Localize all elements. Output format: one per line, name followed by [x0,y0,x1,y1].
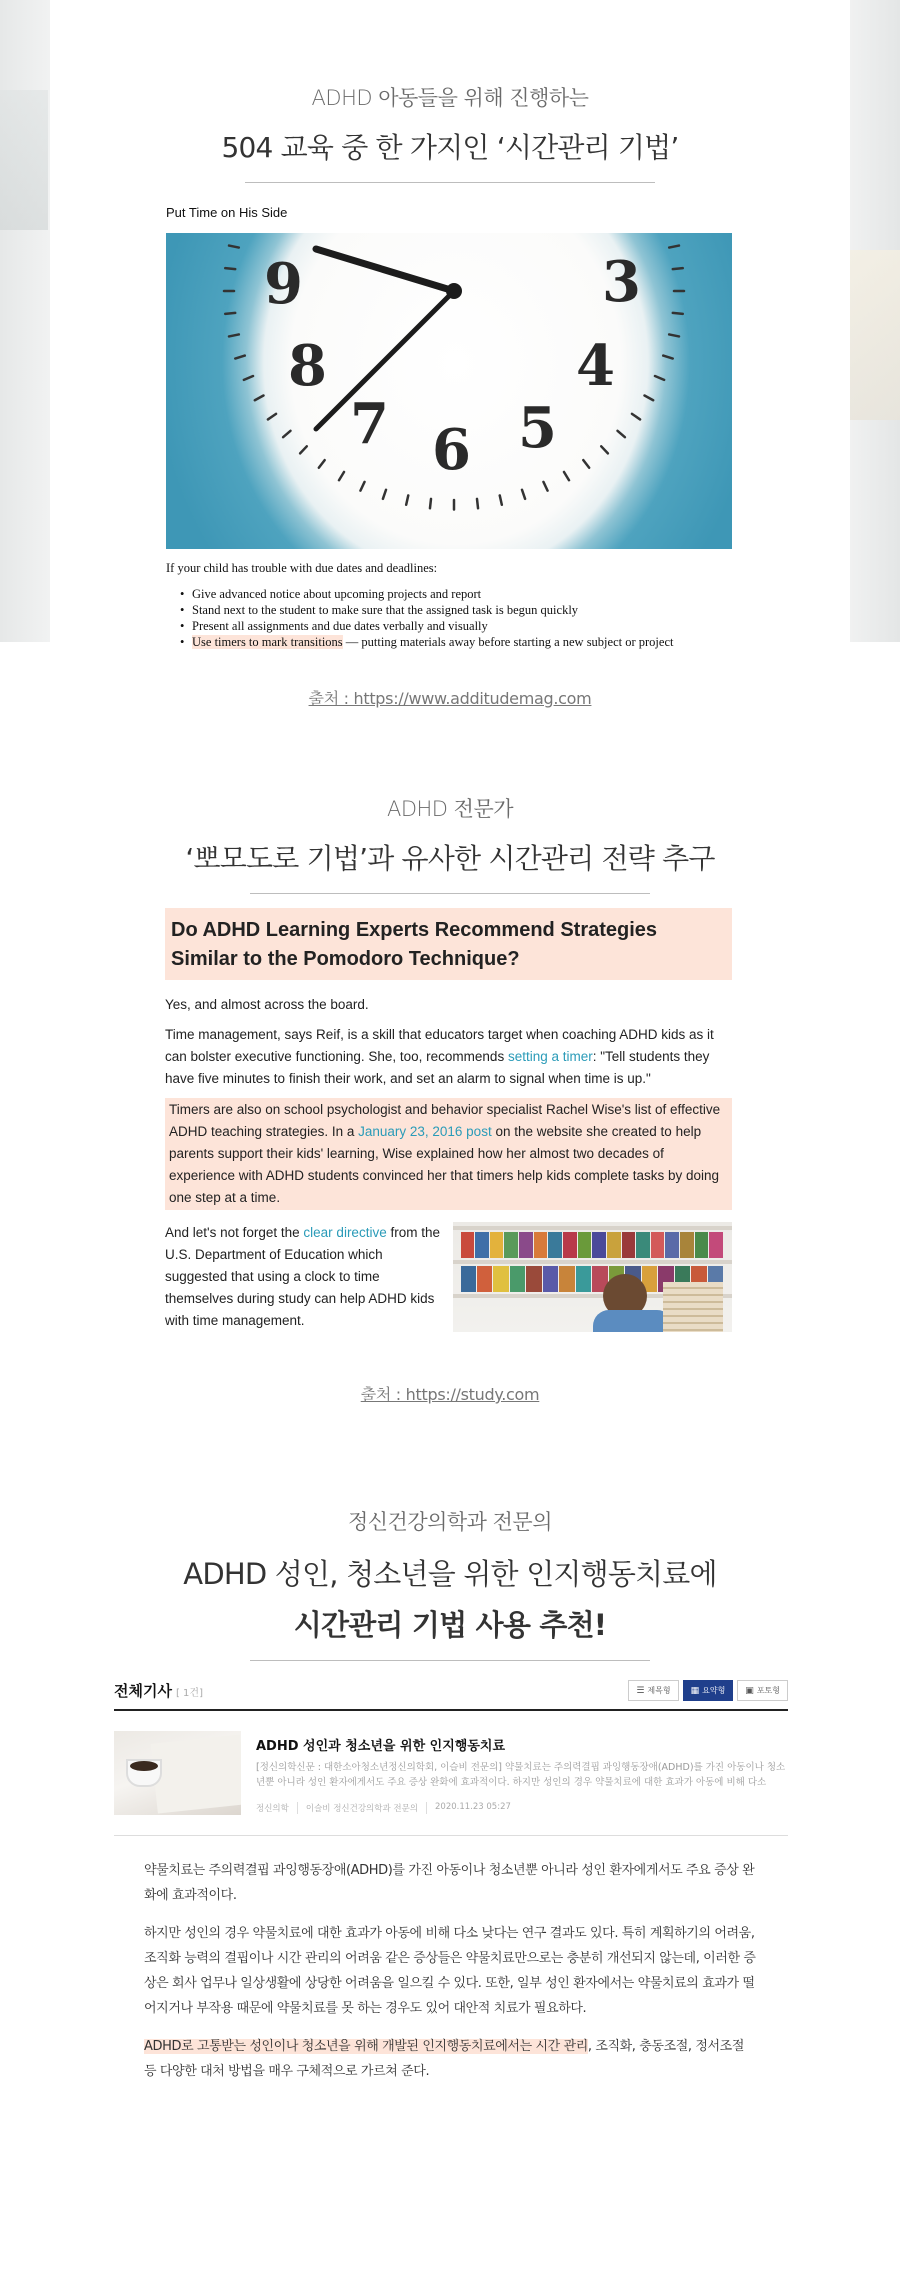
section1-subtitle: ADHD 아동들을 위해 진행하는 [311,86,589,110]
article-thumbnail[interactable] [114,1731,241,1815]
child-shirt [593,1310,673,1332]
list-icon: ☰ [636,1685,645,1696]
article-category: 정신의학 [256,1804,289,1814]
section2-header [0,793,900,894]
list-item-rest: — putting materials away before starting a new subject or project [342,635,674,649]
board-header [114,1680,788,1711]
body-paragraph-2: 하지만 성인의 경우 약물치료에 대한 효과가 아동에 비해 다소 낮다는 연구 결과도 있다. 특히 계획하기의 어려움, 조직화 능력의 결핍이나 시간 관리의 어려움 같은 증상들은 약물치료만으로는 충분히 개선되지 않는데, 이러한 증상은 회사 업무나 일상생활에 상당한 어려움을 일으킬 수 있다. 또한, 일부 성인 환자에서는 약물치료의 효과가 떨어지거나 부작용 때문에 약물치료를 못 하는 경우도 있어 대안적 치료가 필요하다. [144,1926,756,2016]
list-item-highlighted [166,634,732,650]
section2-divider [250,893,650,894]
article-item-body [256,1731,788,1815]
section3-divider [250,1660,650,1661]
body-paragraph-1: 약물치료는 주의력결핍 과잉행동장애(ADHD)를 가진 아동이나 청소년뿐 아니라 성인 환자에게서도 주요 증상 완화에 효과적이다. [144,1863,755,1903]
board-title: 전체기사 [114,1682,172,1700]
board-count: [ 1건] [175,1688,203,1699]
list-item: • Present all assignments and due dates verbally and visually [166,618,732,634]
background-decoration-right [850,250,900,420]
view-summary-button[interactable]: ▦ 요약형 [683,1680,734,1701]
post-date-link[interactable]: January 23, 2016 post [358,1124,492,1139]
article-summary: [정신의학신문 : 대한소아청소년정신의학회, 이슬비 전문의] 약물치료는 주의력결핍 과잉행동장애(ADHD)를 가진 아동이나 청소년뿐 아니라 성인 환자에게서도 주요 증상 완화에 효과적이다. 하지만 성인의 경우 약물치료에 대한 효과가 아동에 비해 다소 [256,1762,786,1788]
article-date: 2020.11.23 05:27 [426,1802,511,1814]
article-paragraph-3: Timers are also on school psychologist and behavior specialist Rachel Wise's list of effective ADHD teaching strategies. In a January 23, 2016 post on the website she created to help parents support their kids' learning, Wise explained how her almost two decades of experience with ADHD students convinced her that timers help kids complete tasks by doing one step at a time. [165,1098,732,1210]
article-board [114,1680,788,1836]
view-toggle [628,1680,788,1701]
clock-image [166,233,732,549]
section3-body [144,1858,756,2097]
section2-title: ‘뽀모도로 기법’과 유사한 시간관리 전략 추구 [185,842,715,875]
section3-title-line1: ADHD 성인, 청소년을 위한 인지행동치료에 [183,1557,717,1591]
body-paragraph-3: ADHD로 고통받는 성인이나 청소년을 위해 개발된 인지행동치료에서는 시간 관리, 조직화, 충동조절, 정서조절 등 다양한 대처 방법을 매우 구체적으로 가르쳐 준다. [144,2039,744,2079]
list-item: • Give advanced notice about upcoming projects and report [166,586,732,602]
photo-icon: ▣ [745,1685,754,1696]
clock-number-7: 7 [350,391,389,457]
clock-number-3: 3 [602,249,641,315]
article-meta [256,1802,788,1814]
figure-intro: If your child has trouble with due dates and deadlines: [166,561,438,575]
article-heading: Do ADHD Learning Experts Recommend Strategies Similar to the Pomodoro Technique? [165,908,732,980]
clear-directive-link[interactable]: clear directive [303,1225,387,1240]
section3-title-line2: 시간관리 기법 사용 추천! [293,1608,607,1642]
section2-article [165,908,732,1332]
article-title-link[interactable]: ADHD 성인과 청소년을 위한 인지행동치료 [256,1739,505,1754]
article-paragraph-1: Yes, and almost across the board. [165,997,369,1012]
clock-number-4: 4 [576,333,615,399]
section3-header [0,1506,900,1661]
section1-figure [166,205,732,650]
clock-number-5: 5 [518,395,557,461]
section2-source-link[interactable]: 출처 : https://study.com [360,1385,540,1404]
section1-divider [245,182,655,183]
board-title-wrap [114,1680,203,1701]
list-item[interactable] [114,1711,788,1836]
book-stack [663,1282,723,1332]
section1-title: 504 교육 중 한 가지인 ‘시간관리 기법’ [221,131,679,164]
section1-source-link[interactable]: 출처 : https://www.additudemag.com [308,689,592,708]
clock-ticks-and-hands [166,233,732,549]
section1-header [0,82,900,183]
figure-caption: Put Time on His Side [166,205,288,220]
clock-number-8: 8 [288,333,327,399]
list-item: • Stand next to the student to make sure that the assigned task is begun quickly [166,602,732,618]
view-photo-button[interactable]: ▣ 포토형 [737,1680,788,1701]
section3-subtitle: 정신건강의학과 전문의 [347,1510,553,1534]
highlighted-text: Use timers to mark transitions [192,635,343,649]
figure-bullet-list [166,586,732,650]
setting-a-timer-link[interactable]: setting a timer [507,1049,593,1064]
article-author: 이슬비 정신건강의학과 전문의 [297,1802,418,1814]
article-paragraph-2: Time management, says Reif, is a skill that educators target when coaching ADHD kids as it can bolster executive functioning. She, too, recommends setting a timer: "Tell students they have five minutes to finish their work, and set an alarm to signal when time is up." [165,1027,714,1086]
section2-subtitle: ADHD 전문가 [386,797,514,821]
clock-number-6: 6 [432,417,471,483]
highlighted-text: ADHD로 고통받는 성인이나 청소년을 위해 개발된 인지행동치료에서는 시간 관리 [144,2039,588,2054]
bookshelf-photo [453,1222,733,1332]
view-list-button[interactable]: ☰ 제목형 [628,1680,678,1701]
article-row [165,1222,732,1332]
summary-icon: ▦ [690,1685,700,1696]
article-paragraph-4: And let's not forget the clear directive from the U.S. Department of Education which suggested that using a clock to time themselves during study can help ADHD kids with time management. [165,1225,440,1328]
clock-number-9: 9 [264,251,303,317]
